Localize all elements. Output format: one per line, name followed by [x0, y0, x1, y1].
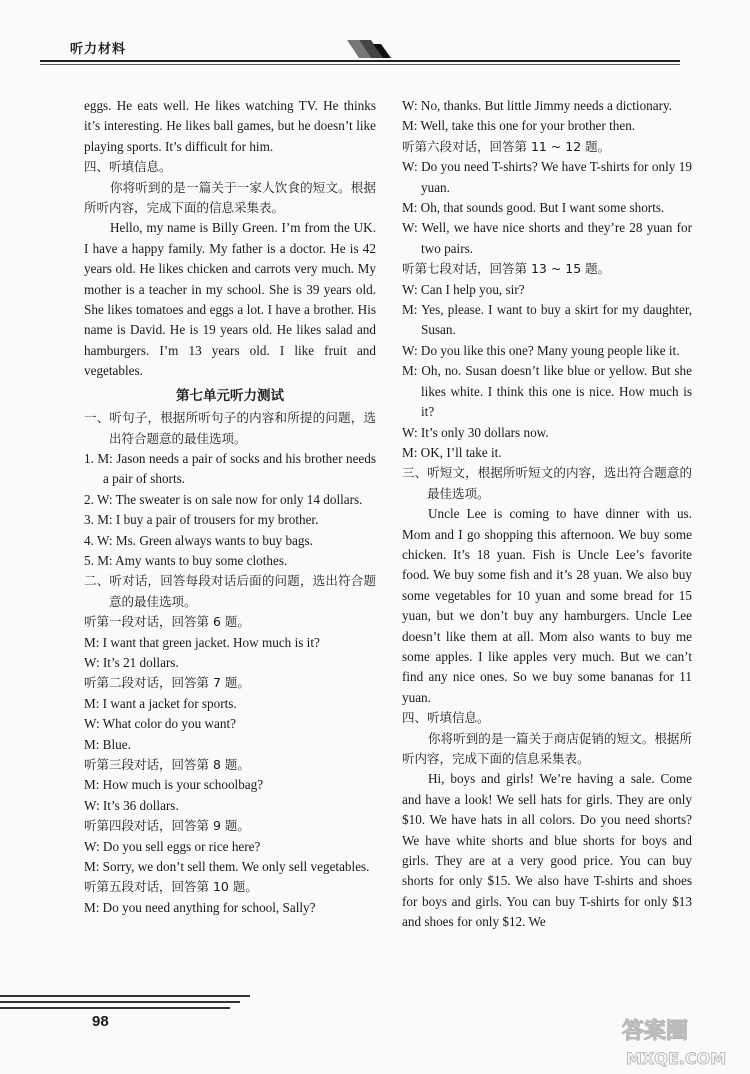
header-rule-thin [40, 64, 680, 65]
left-column [84, 96, 376, 918]
text-paragraph: 听第六段对话，回答第 11 ~ 12 题。 [402, 138, 611, 154]
watermark-logo-icon [618, 1012, 748, 1070]
page-header [0, 0, 750, 70]
text-paragraph: 听第二段对话，回答第 7 题。 [84, 675, 250, 691]
text-paragraph: 4. W: Ms. Green always wants to buy bags. [84, 532, 313, 548]
text-paragraph: M: I want that green jacket. How much is it? [84, 634, 320, 650]
text-paragraph: 3. M: I buy a pair of trousers for my brother. [84, 512, 319, 528]
text-paragraph: W: Do you like this one? Many young people like it. [402, 342, 680, 358]
text-paragraph: M: Oh, no. Susan doesn’t like blue or yellow. But she likes white. I think this one is nice. How much is it? [402, 363, 692, 420]
right-column [402, 96, 692, 933]
text-paragraph: Hi, boys and girls! We’re having a sale. Come and have a look! We sell hats for girls. They are only $10. We have hats in all colors. Do you need shorts? We have white shorts and blue shorts for boys and girls. They are at a very good price. You can buy shorts for only $15. We also have T-shirts and shoes for boys and girls. You can buy T-shirts for only $13 and shoes for only $12. We [402, 771, 692, 930]
text-paragraph: 一、听句子，根据所听句子的内容和所提的问题，选出符合题意的最佳选项。 [84, 410, 376, 446]
text-paragraph: 2. W: The sweater is on sale now for only 14 dollars. [84, 491, 363, 507]
text-paragraph: 你将听到的是一篇关于商店促销的短文。根据所听内容，完成下面的信息采集表。 [402, 730, 692, 766]
section-title: 第七单元听力测试 [176, 387, 284, 404]
text-paragraph: M: Oh, that sounds good. But I want some shorts. [402, 200, 665, 216]
header-decoration-icon [345, 38, 395, 60]
text-paragraph: W: It’s 21 dollars. [84, 654, 179, 670]
svg-text:答案圈: 答案圈 [622, 1019, 689, 1044]
text-paragraph: M: How much is your schoolbag? [84, 777, 264, 793]
text-paragraph: W: It’s 36 dollars. [84, 797, 179, 813]
text-paragraph: 二、听对话，回答每段对话后面的问题，选出符合题意的最佳选项。 [84, 573, 376, 609]
text-paragraph: W: Can I help you, sir? [402, 281, 525, 297]
text-paragraph: Hello, my name is Billy Green. I’m from the UK. I have a happy family. My father is a doctor. He is 42 years old. He likes chicken and carrots very much. My mother is a teacher in my school. She is 39 years old. She likes tomatoes and eggs a lot. I have a brother. His name is David. He is 19 years old. He likes salad and hamburgers. I’m 13 years old. I like fruit and vegetables. [84, 220, 376, 379]
text-paragraph: M: Blue. [84, 736, 131, 752]
text-paragraph: 听第五段对话，回答第 10 题。 [84, 879, 258, 895]
text-paragraph: 四、听填信息。 [402, 710, 490, 726]
text-paragraph: W: Do you need T-shirts? We have T-shirts for only 19 yuan. [402, 159, 692, 195]
text-paragraph: Uncle Lee is coming to have dinner with us. Mom and I go shopping this afternoon. We buy some chicken. It’s 18 yuan. Fish is Uncle Lee’s favorite food. We buy some fish and it’s 28 yuan. We also buy some vegetables for 10 yuan and some bread for 15 yuan, but we don’t buy any hamburgers. Uncle Lee doesn’t like them at all. Mom also wants to buy me some apples. I like apples very much. But we can’t find any nice ones. So we buy some bananas for 11 yuan. [402, 506, 692, 705]
page-number: 98 [92, 1013, 109, 1030]
text-paragraph: 听第一段对话，回答第 6 题。 [84, 614, 250, 630]
text-paragraph: M: I want a jacket for sports. [84, 695, 237, 711]
footer-rule-1 [0, 995, 250, 997]
text-paragraph: M: Yes, please. I want to buy a skirt for my daughter, Susan. [402, 302, 692, 338]
text-paragraph: M: Sorry, we don’t sell them. We only sell vegetables. [84, 859, 370, 875]
text-paragraph: 5. M: Amy wants to buy some clothes. [84, 552, 288, 568]
text-paragraph: W: It’s only 30 dollars now. [402, 424, 549, 440]
text-paragraph: W: What color do you want? [84, 716, 236, 732]
text-paragraph: W: Do you sell eggs or rice here? [84, 838, 261, 854]
text-paragraph: W: Well, we have nice shorts and they’re 28 yuan for two pairs. [402, 220, 692, 256]
text-paragraph: 听第七段对话，回答第 13 ~ 15 题。 [402, 261, 611, 277]
svg-text:MXQE.COM: MXQE.COM [626, 1049, 727, 1068]
text-paragraph: 你将听到的是一篇关于一家人饮食的短文。根据所听内容，完成下面的信息采集表。 [84, 179, 376, 216]
text-paragraph: M: OK, I’ll take it. [402, 444, 502, 460]
text-paragraph: 三、听短文，根据所听短文的内容，选出符合题意的最佳选项。 [402, 465, 692, 501]
header-label: 听力材料 [70, 42, 127, 57]
text-paragraph: 听第四段对话，回答第 9 题。 [84, 818, 250, 834]
text-paragraph: M: Well, take this one for your brother then. [402, 118, 636, 134]
text-paragraph: 听第三段对话，回答第 8 题。 [84, 757, 250, 772]
footer-rule-2 [0, 1001, 240, 1003]
header-rule [40, 60, 680, 62]
text-paragraph: 四、听填信息。 [84, 159, 172, 175]
footer-rule-3 [0, 1007, 230, 1009]
text-paragraph: 1. M: Jason needs a pair of socks and his brother needs a pair of shorts. [84, 450, 376, 487]
text-paragraph: M: Do you need anything for school, Sally? [84, 899, 316, 915]
text-paragraph: W: No, thanks. But little Jimmy needs a dictionary. [402, 98, 673, 113]
text-paragraph: eggs. He eats well. He likes watching TV. He thinks it’s interesting. He likes ball games, but he doesn’t like playing sports. It’s difficult for him. [84, 98, 376, 154]
